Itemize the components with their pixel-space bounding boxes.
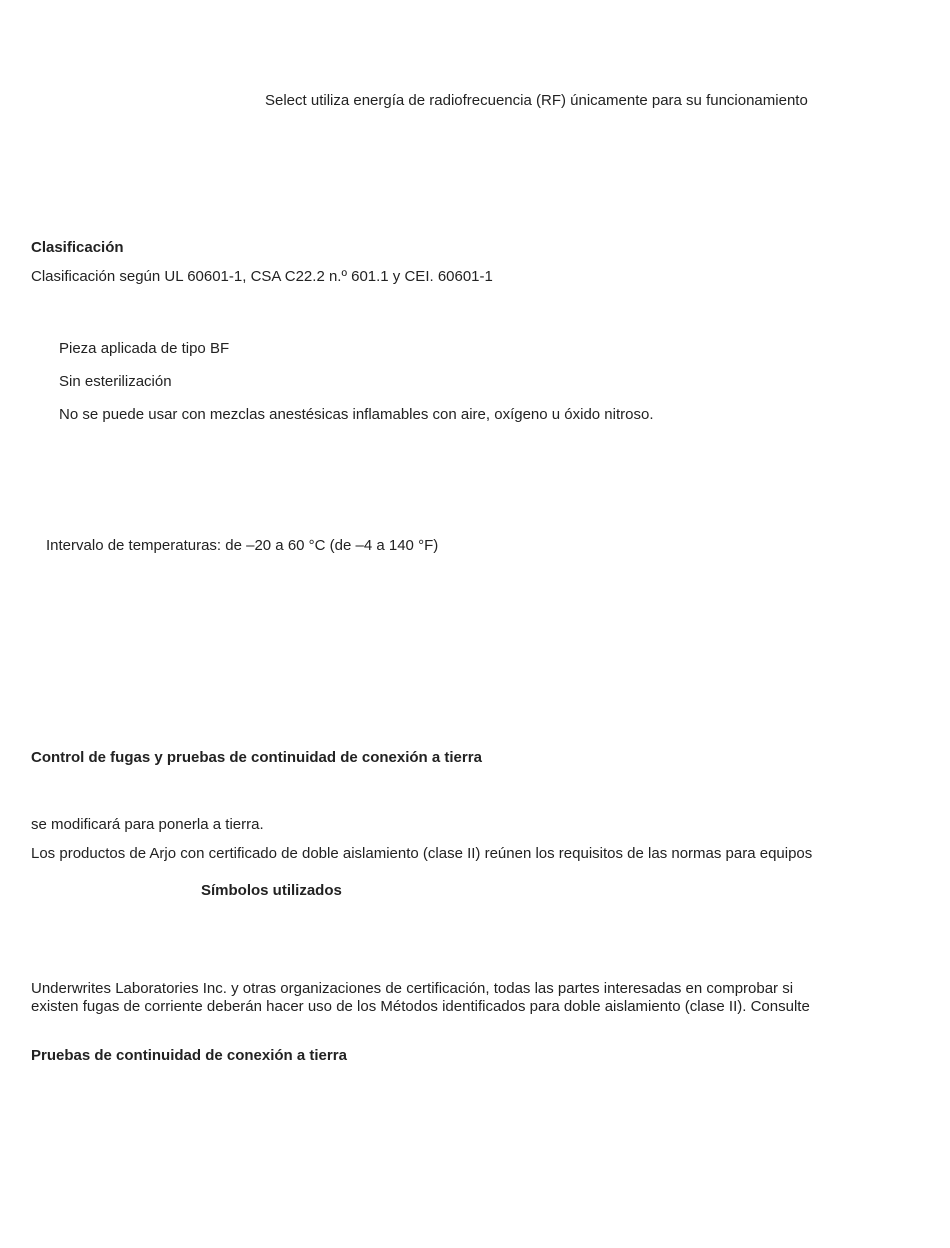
classification-heading: Clasificación [31,239,124,256]
leakage-paragraph-line: Underwrites Laboratories Inc. y otras organizaciones de certificación, todas las partes interesadas en comprobar si [31,980,794,997]
leakage-line: se modificará para ponerla a tierra. [31,816,264,833]
temperature-range: Intervalo de temperaturas: de –20 a 60 °C (de –4 a 140 °F) [46,537,439,554]
leakage-heading: Control de fugas y pruebas de continuidad de conexión a tierra [31,749,482,766]
symbols-heading: Símbolos utilizados [201,882,342,899]
rf-note: Select utiliza energía de radiofrecuencia (RF) únicamente para su funcionamiento [265,92,808,109]
classification-item: Pieza aplicada de tipo BF [59,340,230,357]
ground-test-heading: Pruebas de continuidad de conexión a tierra [31,1047,347,1064]
leakage-line: Los productos de Arjo con certificado de doble aislamiento (clase II) reúnen los requisitos de las normas para equipos [31,845,813,862]
classification-item: Sin esterilización [59,373,172,390]
leakage-paragraph-line: existen fugas de corriente deberán hacer uso de los Métodos identificados para doble aislamiento (clase II). Consulte [31,998,810,1015]
classification-standard: Clasificación según UL 60601-1, CSA C22.2 n.º 601.1 y CEI. 60601-1 [31,268,493,285]
classification-item: No se puede usar con mezclas anestésicas inflamables con aire, oxígeno u óxido nitroso. [59,406,654,423]
